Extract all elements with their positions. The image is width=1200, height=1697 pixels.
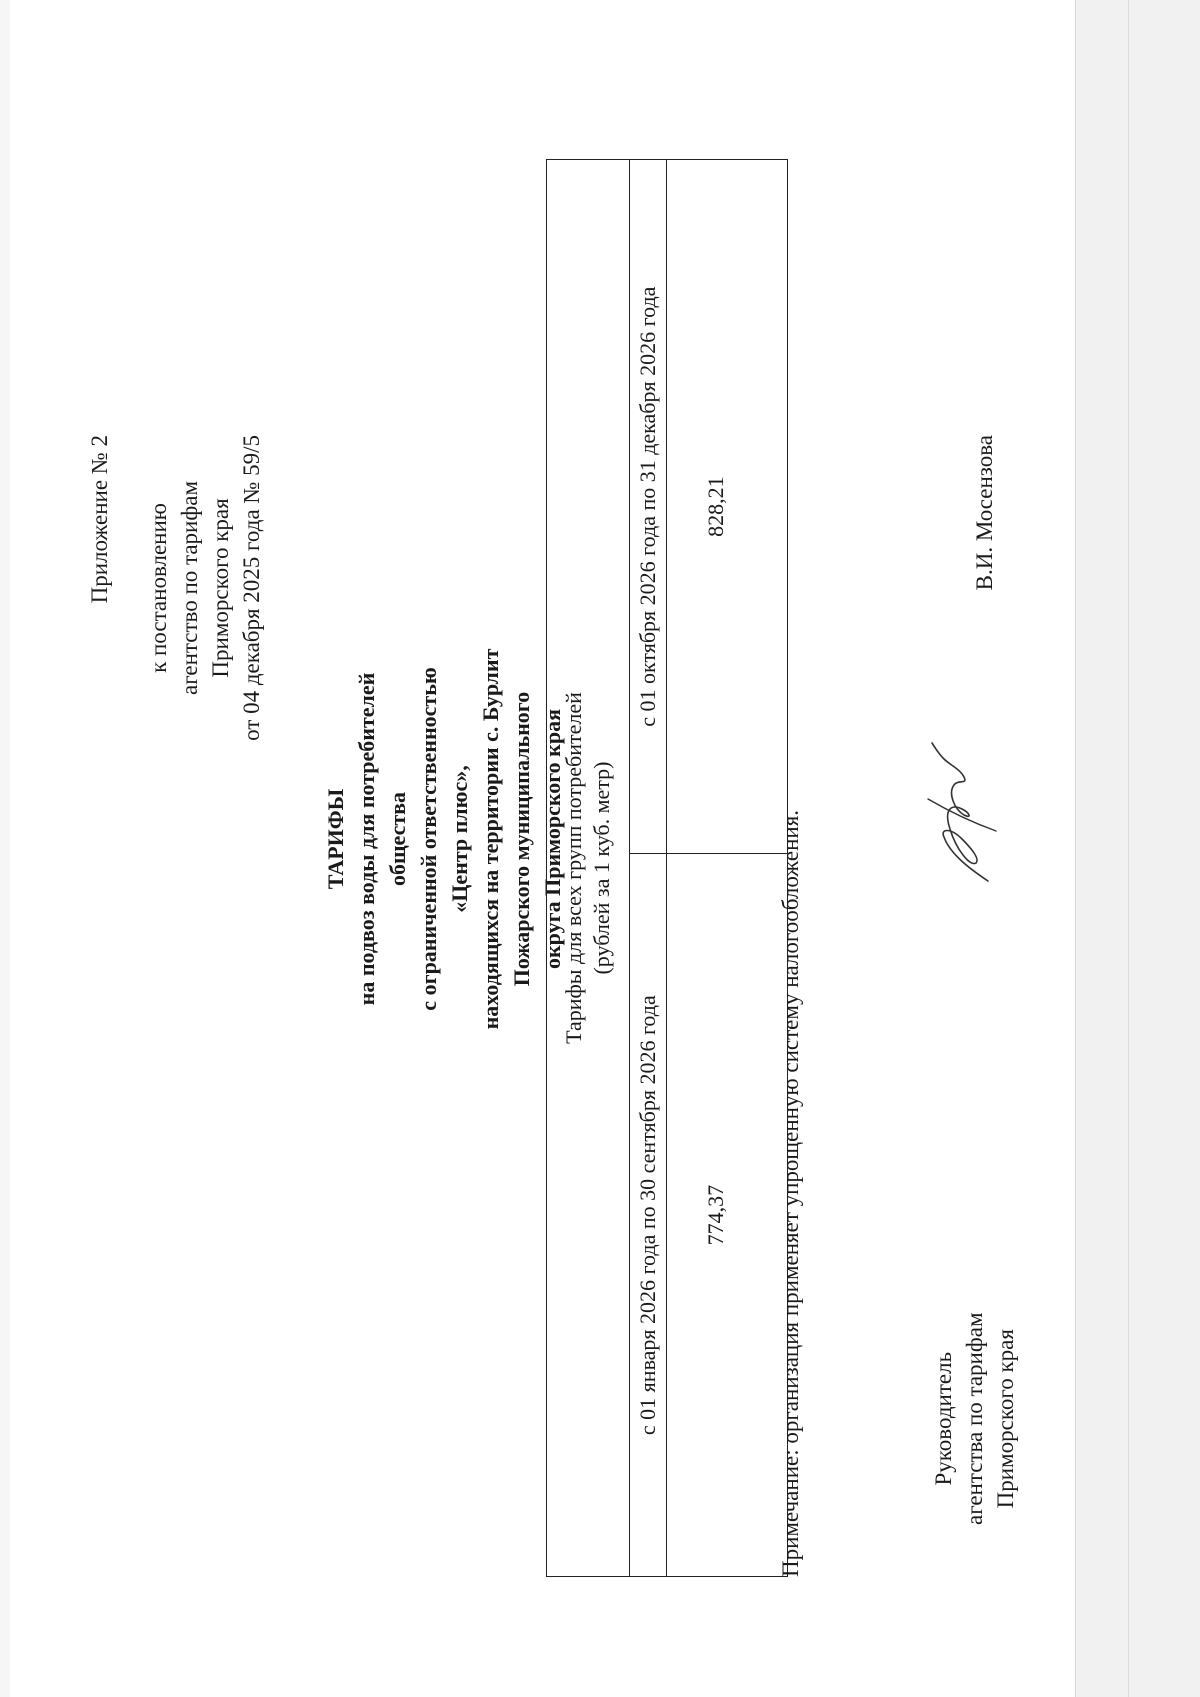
table-header-tariffs [547, 160, 630, 1577]
position-line: агентства по тарифам [962, 1312, 987, 1525]
tariff-value-second: 828,21 [667, 160, 788, 854]
period-cell-second: с 01 октября 2026 года по 31 декабря 2026 года [630, 160, 667, 854]
decree-line: агентство по тарифам [177, 480, 202, 695]
appendix-block [84, 435, 267, 741]
header-line: Тарифы для всех групп потребителей [561, 692, 586, 1044]
table-row [667, 160, 788, 1577]
signer-name: В.И. Мосензова [972, 435, 997, 591]
tariff-value-first: 774,37 [667, 854, 788, 1577]
decree-reference [143, 435, 267, 741]
title-heading: ТАРИФЫ [323, 788, 348, 890]
title-line: на подвоз воды для потребителей общества [354, 672, 410, 1006]
decree-line: от 04 декабря 2025 года № 59/5 [239, 435, 264, 741]
period-cell-first: с 01 января 2026 года по 30 сентября 2026 года [630, 854, 667, 1577]
handwritten-signature [910, 739, 1010, 889]
appendix-number: Приложение № 2 [87, 435, 112, 604]
tariff-table [546, 159, 788, 1577]
position-line: Руководитель [931, 1351, 956, 1486]
title-line: находящихся на территории с. Бурлит [478, 648, 503, 1030]
decree-line: Приморского края [208, 498, 233, 678]
title-line: с ограниченной ответственностью «Центр плюс», [416, 667, 472, 1011]
note-text: Примечание: организация применяет упрощенную систему налогообложения. [778, 809, 803, 1577]
decree-line: к постановлению [146, 503, 171, 673]
table-period-row [630, 160, 667, 1577]
signatory-position [928, 1312, 1021, 1525]
document-title [320, 629, 568, 1049]
header-unit: (рублей за 1 куб. метр) [589, 761, 614, 975]
position-line: Приморского края [993, 1329, 1018, 1509]
table-header-row [547, 160, 630, 1577]
title-line: округа Приморского края [540, 709, 565, 969]
title-line: Пожарского муниципального [509, 691, 534, 987]
